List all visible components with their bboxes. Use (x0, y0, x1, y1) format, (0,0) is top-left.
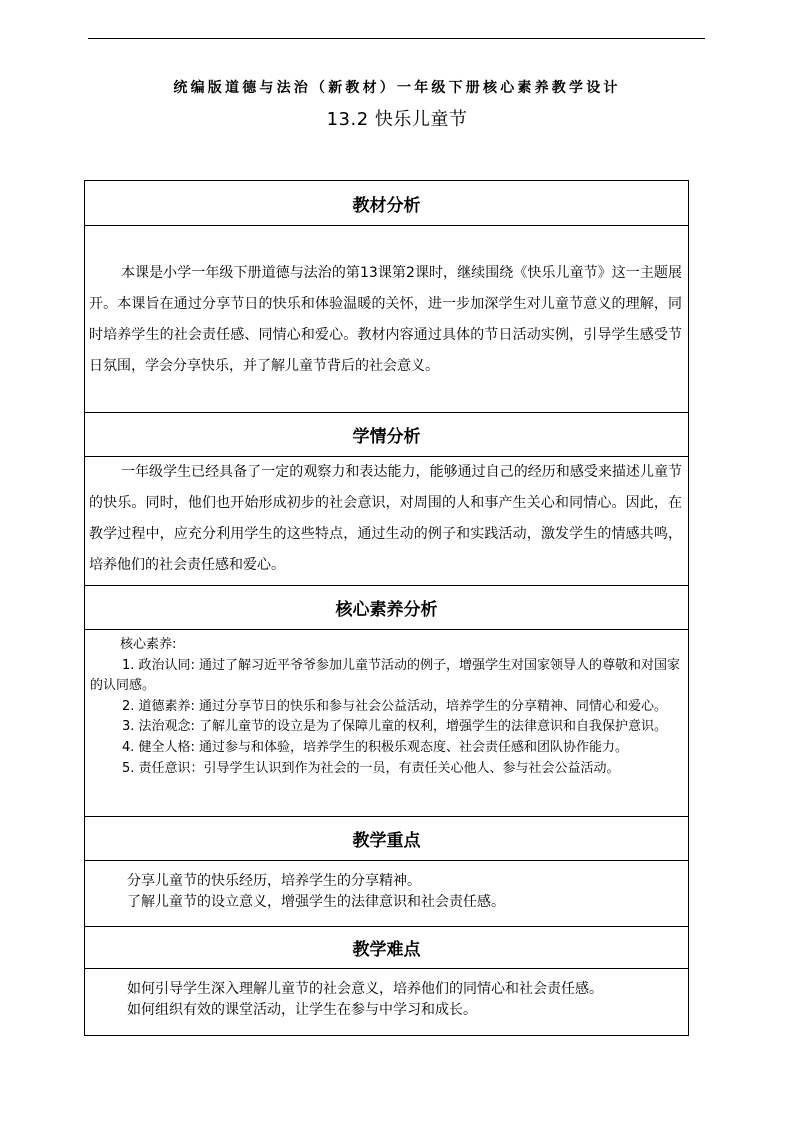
lesson-design-table (84, 180, 689, 1036)
student-analysis-body (85, 457, 688, 586)
textbook-analysis-body (85, 226, 688, 413)
series-title: 统编版道德与法治（新教材）一年级下册核心素养教学设计 (173, 80, 621, 96)
difficulties-body (85, 969, 688, 1035)
student-analysis-heading: 学情分析 (85, 413, 688, 457)
difficulty-item: 如何组织有效的课堂活动，让学生在参与中学习和成长。 (127, 1002, 477, 1018)
core-literacy-item: 2. 道德素养: 通过分享节日的快乐和参与社会公益活动，培养学生的分享精神、同情心和爱心。 (122, 698, 668, 714)
core-literacy-heading: 核心素养分析 (85, 586, 688, 630)
textbook-analysis-heading: 教材分析 (85, 181, 688, 226)
core-literacy-item: 3. 法治观念: 了解儿童节的设立是为了保障儿童的权利，增强学生的法律意识和自我保护意识。 (122, 719, 668, 735)
key-point-item: 了解儿童节的设立意义，增强学生的法律意识和社会责任感。 (127, 894, 505, 910)
core-literacy-body (85, 630, 688, 817)
key-point-item: 分享儿童节的快乐经历，培养学生的分享精神。 (127, 873, 421, 889)
lesson-title: 13.2 快乐儿童节 (326, 109, 468, 130)
student-analysis-text: 一年级学生已经具备了一定的观察力和表达能力，能够通过自己的经历和感受来描述儿童节的快乐。同时，他们也开始形成初步的社会意识，对周围的人和事产生关心和同情心。因此，在教学过程中，应充分利用学生的这些特点，通过生动的例子和实践活动，激发学生的情感共鸣，培养他们的社会责任感和爱心。 (89, 464, 682, 573)
core-literacy-item: 1. 政治认同: 通过了解习近平爷爷参加儿童节活动的例子，增强学生对国家领导人的尊敬和对国家的认同感。 (90, 657, 681, 694)
difficulties-heading: 教学难点 (85, 927, 688, 969)
textbook-analysis-text: 本课是小学一年级下册道德与法治的第13课第2课时，继续围绕《快乐儿童节》这一主题展开。本课旨在通过分享节日的快乐和体验温暖的关怀，进一步加深学生对儿童节意义的理解，同时培养学生的社会责任感、同情心和爱心。教材内容通过具体的节日活动实例，引导学生感受节日氛围，学会分享快乐，并了解儿童节背后的社会意义。 (89, 265, 682, 374)
key-points-body (85, 861, 688, 927)
header-rule (88, 38, 705, 39)
difficulty-item: 如何引导学生深入理解儿童节的社会意义，培养他们的同情心和社会责任感。 (127, 981, 603, 997)
core-literacy-item: 4. 健全人格: 通过参与和体验，培养学生的积极乐观态度、社会责任感和团队协作能力。 (122, 739, 629, 755)
core-literacy-intro: 核心素养: (120, 637, 177, 652)
core-literacy-item: 5. 责任意识：引导学生认识到作为社会的一员，有责任关心他人、参与社会公益活动。 (122, 760, 620, 776)
key-points-heading: 教学重点 (85, 817, 688, 861)
